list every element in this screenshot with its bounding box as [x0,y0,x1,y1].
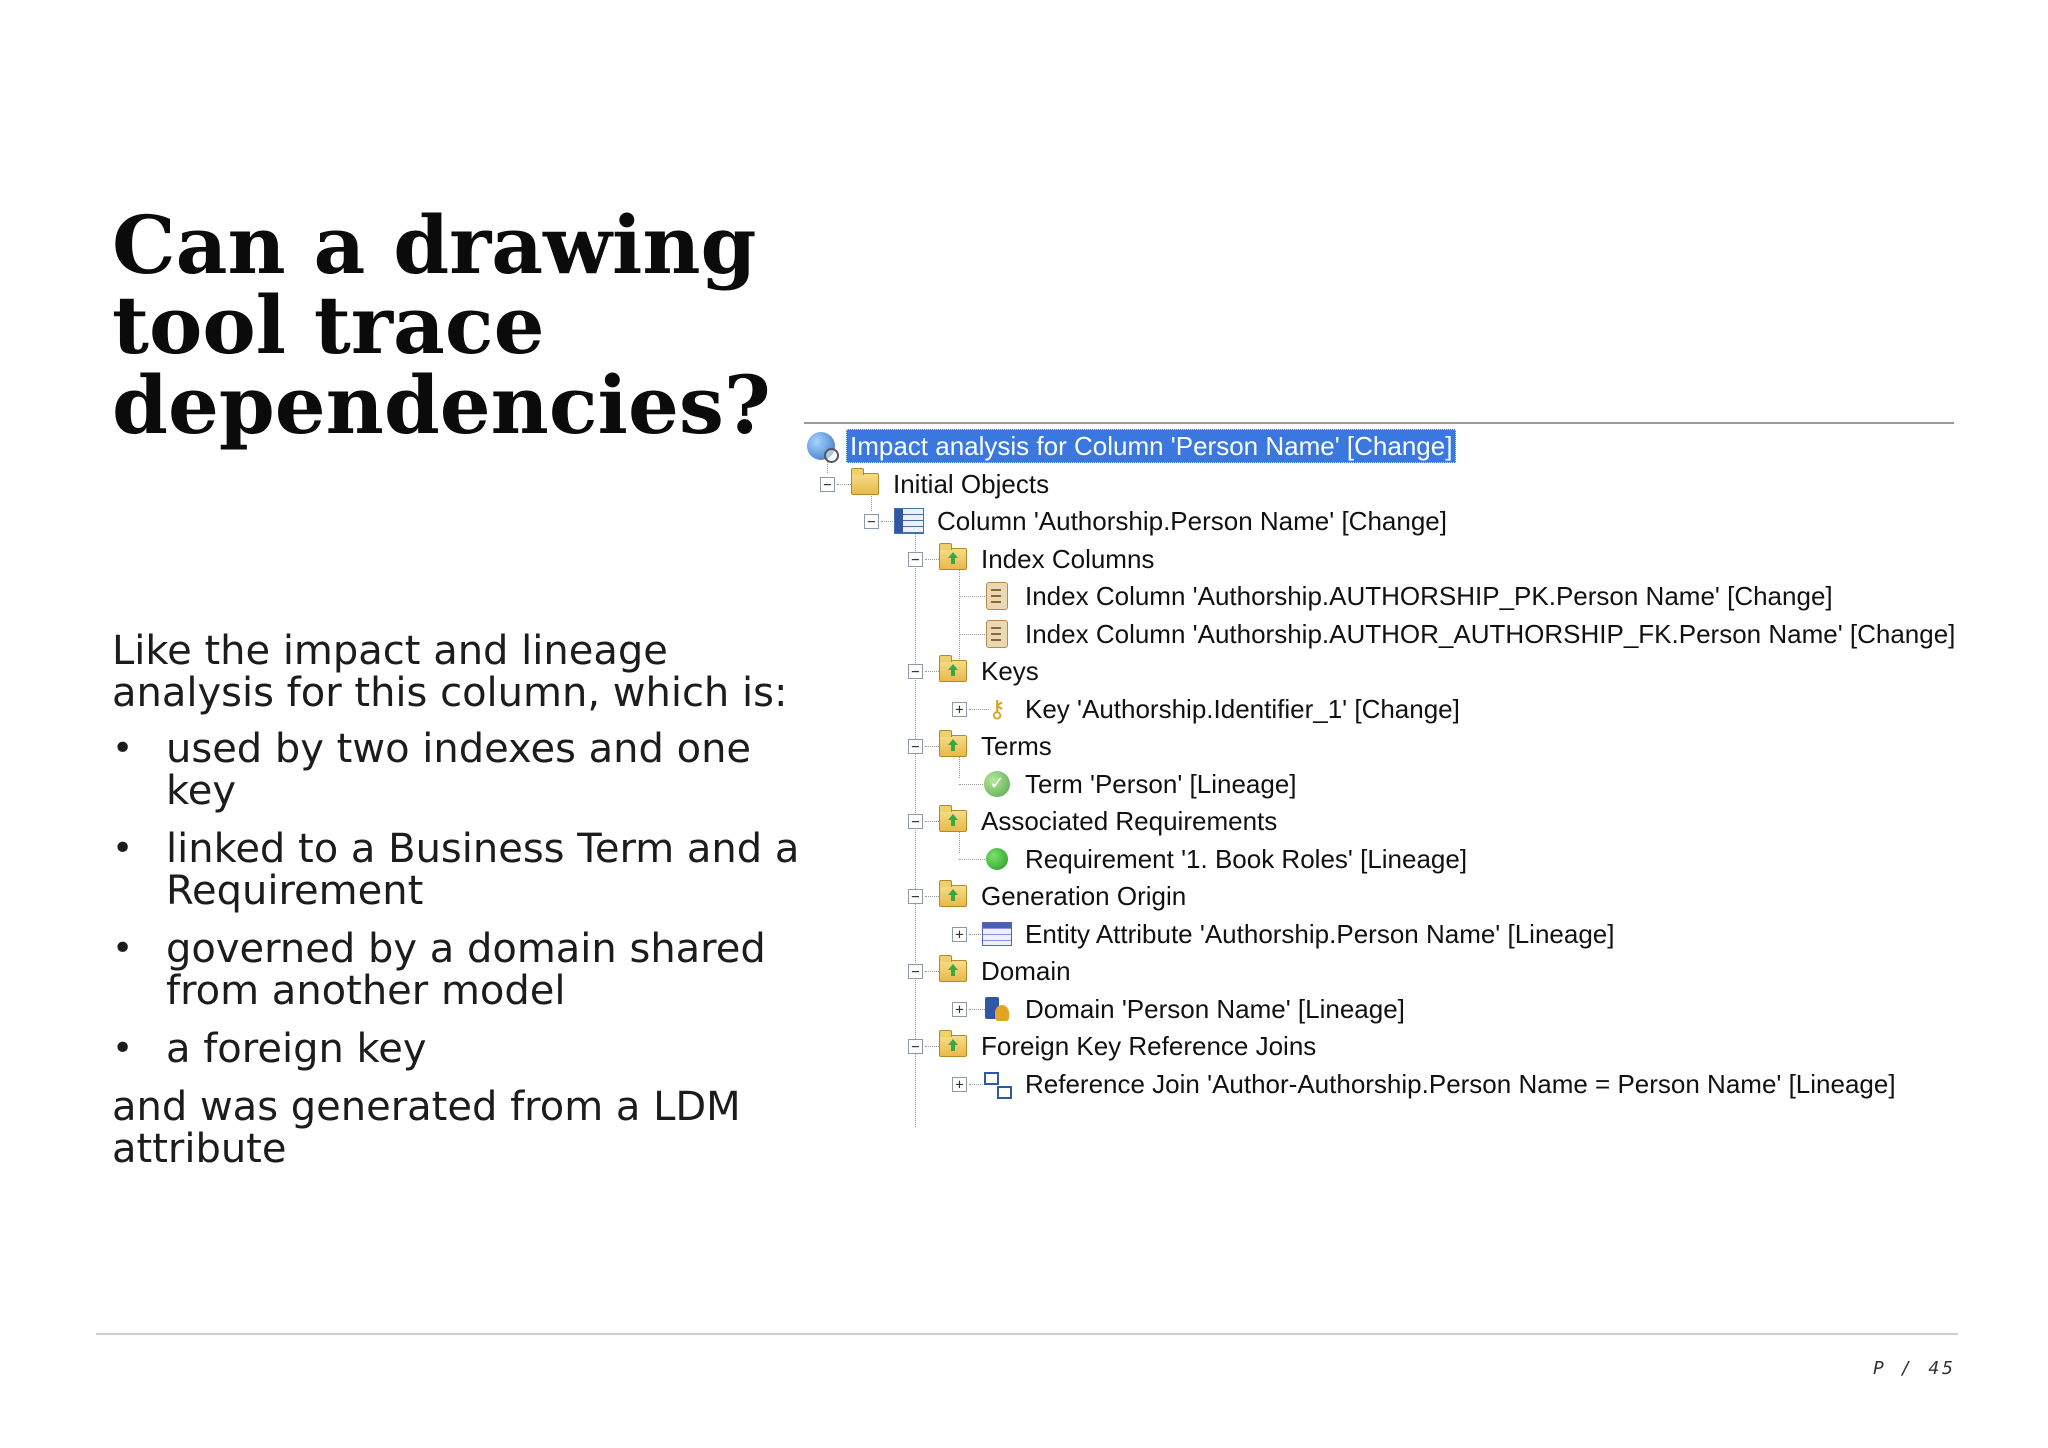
expand-toggle[interactable]: + [952,1077,967,1092]
tree-node-label: Domain 'Person Name' [Lineage] [1025,994,1405,1024]
tree-node-label: Reference Join 'Author-Authorship.Person Name = Person Name' [Lineage] [1025,1069,1896,1099]
bullet-dot: • [112,828,134,869]
tree-node-index-column[interactable] [982,617,1958,651]
tree-node-term[interactable] [982,767,1300,801]
tree-node-label: Terms [981,731,1052,761]
tree-top-divider [804,422,1954,424]
expand-toggle[interactable]: + [952,927,967,942]
tree-node-associated-requirements[interactable] [938,804,1280,838]
tree-node-label: Index Column 'Authorship.AUTHOR_AUTHORSHIP_FK.Person Name' [Change] [1025,619,1956,649]
tree-node-label: Index Columns [981,544,1155,574]
tree-node-requirement[interactable] [982,842,1470,876]
tree-node-label: Domain [981,956,1071,986]
collapse-toggle[interactable]: − [908,814,923,829]
index-column-icon [982,619,1012,649]
tree-node-label: Associated Requirements [981,806,1278,836]
folder-icon [850,469,880,499]
index-column-icon [982,581,1012,611]
bullet-text: used by two indexes and one key [166,726,752,814]
tree-node-keys[interactable] [938,654,1042,688]
tree-connector [959,563,960,659]
tree-node-initial-objects[interactable] [850,467,1052,501]
bullet-text: governed by a domain shared from another model [166,926,766,1014]
folder-icon [938,881,968,911]
column-icon [894,506,924,536]
bullet-item [112,828,802,912]
title-line-2: tool trace [112,278,545,372]
bullet-list [112,728,802,1070]
bullet-item [112,928,802,1012]
closing-text: and was generated from a LDM attribute [112,1084,741,1172]
tree-node-generation-origin[interactable] [938,879,1189,913]
slide-body [112,630,802,1170]
requirement-dot-icon [982,844,1012,874]
term-check-icon: ✓ [982,769,1012,799]
tree-node-domain-item[interactable] [982,992,1408,1026]
tree-node-key[interactable] [982,692,1463,726]
tree-node-label: Column 'Authorship.Person Name' [Change] [937,506,1447,536]
bullet-dot: • [112,1028,134,1069]
page-number: P / 45 [1872,1358,1956,1379]
tree-node-entity-attribute[interactable] [982,917,1617,951]
title-line-3: dependencies? [112,358,771,452]
slide-title [112,198,812,452]
impact-analysis-icon [806,431,836,461]
collapse-toggle[interactable]: − [908,552,923,567]
bullet-text: linked to a Business Term and a Requirement [166,826,800,914]
folder-icon [938,544,968,574]
tree-node-label: Entity Attribute 'Authorship.Person Name' [Lineage] [1025,919,1615,949]
expand-toggle[interactable]: + [952,1002,967,1017]
impact-analysis-tree [800,425,1960,1105]
tree-node-label: Generation Origin [981,881,1187,911]
tree-node-column[interactable] [894,504,1450,538]
folder-icon [938,656,968,686]
folder-icon [938,1031,968,1061]
bullet-dot: • [112,928,134,969]
collapse-toggle[interactable]: − [908,1039,923,1054]
title-line-1: Can a drawing [112,198,757,292]
tree-node-label: Index Column 'Authorship.AUTHORSHIP_PK.Person Name' [Change] [1025,581,1833,611]
bullet-text: a foreign key [166,1026,427,1072]
folder-icon [938,806,968,836]
tree-node-label: Key 'Authorship.Identifier_1' [Change] [1025,694,1460,724]
intro-text: Like the impact and lineage analysis for this column, which is: [112,628,788,716]
key-icon: ⚷ [988,695,1006,723]
tree-node-label: Initial Objects [893,469,1050,499]
tree-node-index-column[interactable] [982,579,1836,613]
collapse-toggle[interactable]: − [908,889,923,904]
folder-icon [938,956,968,986]
tree-node-index-columns[interactable] [938,542,1157,576]
tree-node-label: Term 'Person' [Lineage] [1025,769,1297,799]
entity-attribute-icon [982,919,1012,949]
domain-icon [982,994,1012,1024]
tree-node-terms[interactable] [938,729,1055,763]
tree-node-foreign-key-reference-joins[interactable] [938,1029,1319,1063]
expand-toggle[interactable]: + [952,702,967,717]
tree-node-label: Impact analysis for Column 'Person Name' [Change] [846,429,1456,463]
tree-node-reference-join[interactable] [982,1067,1899,1101]
collapse-toggle[interactable]: − [820,477,835,492]
bullet-item [112,728,802,812]
tree-node-domain[interactable] [938,954,1074,988]
collapse-toggle[interactable]: − [908,664,923,679]
bullet-item [112,1028,802,1070]
folder-icon [938,731,968,761]
tree-node-root[interactable] [806,429,1456,463]
collapse-toggle[interactable]: − [864,514,879,529]
collapse-toggle[interactable]: − [908,964,923,979]
bullet-dot: • [112,728,134,769]
tree-node-label: Requirement '1. Book Roles' [Lineage] [1025,844,1468,874]
collapse-toggle[interactable]: − [908,739,923,754]
tree-node-label: Keys [981,656,1039,686]
reference-join-icon [982,1069,1012,1099]
footer-divider [96,1333,1958,1335]
tree-node-label: Foreign Key Reference Joins [981,1031,1317,1061]
